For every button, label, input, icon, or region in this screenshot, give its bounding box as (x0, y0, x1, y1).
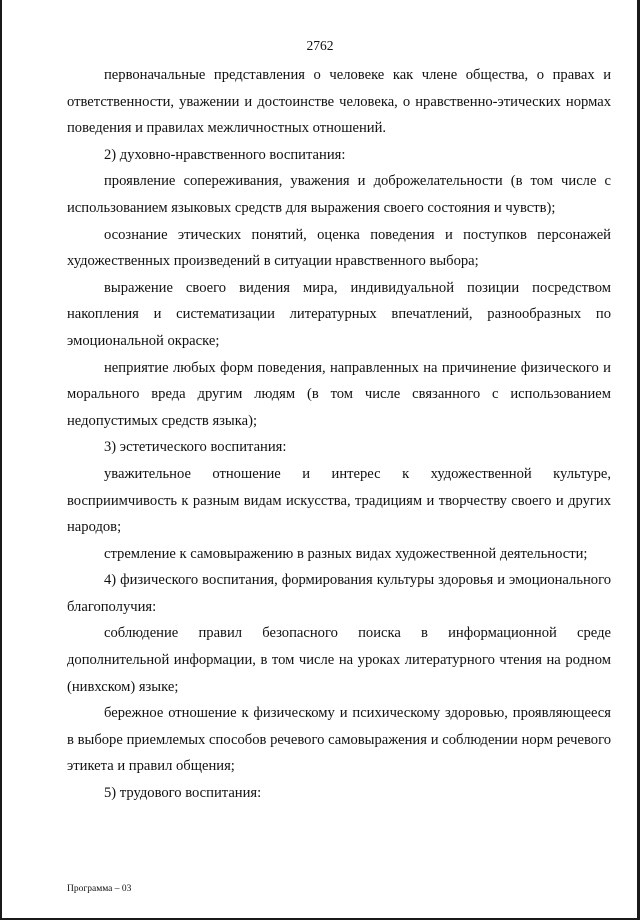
paragraph-worldview: выражение своего видения мира, индивидуальной позиции посредством накопления и систематизации литературных впечатлений, разнообразных по эмоциональной окраске; (67, 279, 611, 349)
paragraph-health-care: бережное отношение к физическому и психическому здоровью, проявляющееся в выборе приемлемых способов речевого самовыражения и соблюдении норм речевого этикета и правил общения; (67, 705, 611, 775)
heading-physical: 4) физического воспитания, формирования культуры здоровья и эмоционального благополучия: (67, 572, 611, 615)
document-body (67, 62, 611, 807)
scan-border-left (0, 0, 2, 920)
heading-aesthetic: 3) эстетического воспитания: (104, 439, 287, 456)
paragraph-civic-conclusion: первоначальные представления о человеке как члене общества, о правах и ответственности, уважении и достоинстве человека, о нравственно-этических нормах поведения и правилах межличностных отношений. (67, 67, 611, 137)
paragraph-empathy: проявление сопереживания, уважения и доброжелательности (в том числе с использованием языковых средств для выражения своего состояния и чувств); (67, 173, 611, 216)
heading-spiritual-moral: 2) духовно-нравственного воспитания: (104, 146, 346, 163)
paragraph-respect-culture: уважительное отношение и интерес к художественной культуре, восприимчивость к разным видам искусства, традициям и творчеству своего и других народов; (67, 465, 611, 536)
heading-labor: 5) трудового воспитания: (104, 785, 262, 802)
paragraph-ethical-concepts: осознание этических понятий, оценка поведения и поступков персонажей художественных произведений в ситуации нравственного выбора; (67, 226, 611, 270)
paragraph-rejection-harm: неприятие любых форм поведения, направленных на причинение физического и морального вреда другим людям (в том числе связанного с использованием недопустимых средств языка); (67, 359, 611, 429)
paragraph-safe-search: соблюдение правил безопасного поиска в информационной среде дополнительной информации, в том числе на уроках литературного чтения на родном (нивхском) языке; (67, 625, 611, 695)
page-footer: Программа – 03 (67, 884, 132, 894)
page-number: 2762 (306, 38, 334, 53)
paragraph-self-expression: стремление к самовыражению в разных видах художественной деятельности; (104, 545, 588, 562)
